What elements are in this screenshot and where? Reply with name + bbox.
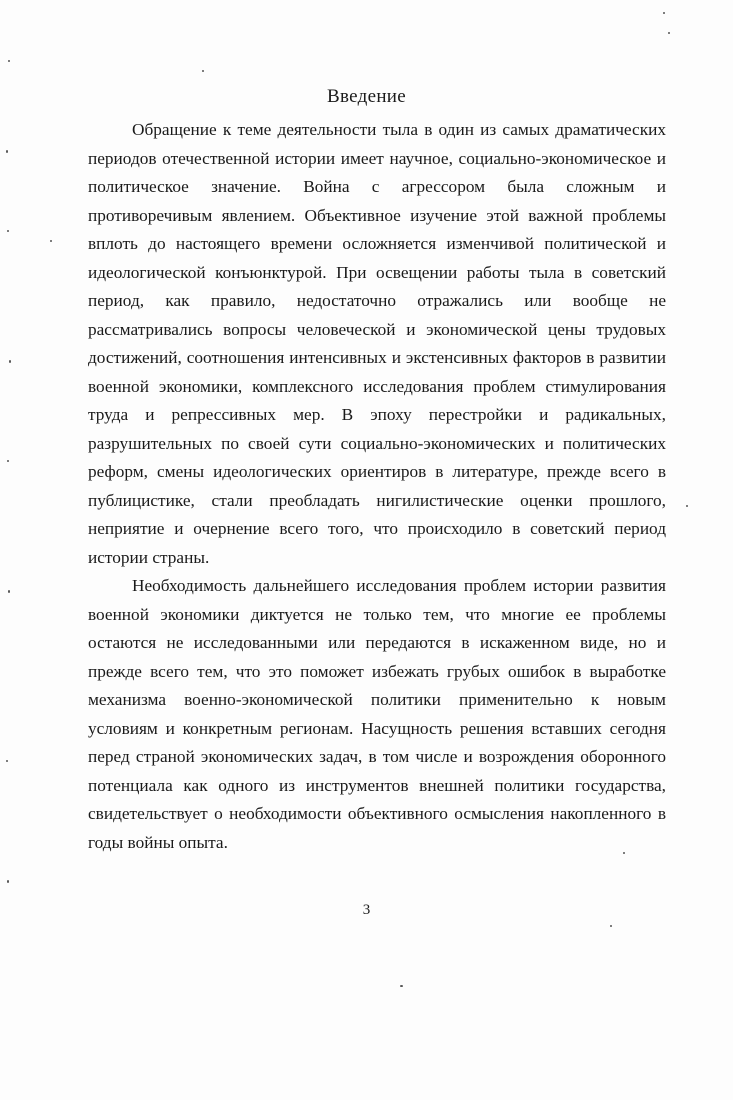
paragraph-2: Необходимость дальнейшего исследования проблем истории развития военной экономики диктуется не только тем, что многие ее проблемы остаются не исследованными или передаются в искаженном виде, но и прежде всего тем, что это поможет избежать грубых ошибок в выработке механизма военно-экономической политики применительно к новым условиям и конкретным регионам. Насущность решения вставших сегодня перед страной экономических задач, в том числе и возрождения оборонного потенциала как одного из инструментов внешней политики государства, свидетельствует о необходимости объективного осмысления накопленного в годы войны опыта. (88, 576, 666, 852)
scan-speck (7, 230, 9, 232)
scan-speck (686, 505, 688, 507)
scan-speck (9, 360, 11, 363)
scan-speck (202, 70, 204, 72)
scan-speck (7, 880, 9, 883)
page-title: Введение (327, 86, 406, 107)
scan-speck (6, 150, 8, 153)
scan-speck (6, 760, 8, 762)
scan-speck (610, 925, 612, 927)
scan-speck (623, 852, 625, 854)
paragraph-1: Обращение к теме деятельности тыла в один из самых драматических периодов отечественной истории имеет научное, социально-экономическое и политическое значение. Война с агрессором была сложным и противоречивым явлением. Объективное изучение этой важной проблемы вплоть до настоящего времени осложняется изменчивой политической и идеологической конъюнктурой. При освещении работы тыла в советский период, как правило, недостаточно отражались или вообще не рассматривались вопросы человеческой и экономической цены трудовых достижений, соотношения интенсивных и экстенсивных факторов в развитии военной экономики, комплексного исследования проблем стимулирования труда и репрессивных мер. В эпоху перестройки и радикальных, разрушительных по своей сути социально-экономических и политических реформ, смены идеологических ориентиров в литературе, прежде всего в публицистике, стали преобладать нигилистические оценки прошлого, неприятие и очернение всего того, что происходило в советский период истории страны. (88, 120, 666, 567)
scan-speck (50, 240, 52, 242)
scan-speck (668, 32, 670, 34)
scan-speck (7, 460, 9, 462)
scan-speck (663, 12, 665, 14)
scan-speck (8, 590, 10, 593)
scan-speck (8, 60, 10, 62)
page-number: 3 (362, 902, 371, 918)
scan-speck (400, 985, 403, 987)
